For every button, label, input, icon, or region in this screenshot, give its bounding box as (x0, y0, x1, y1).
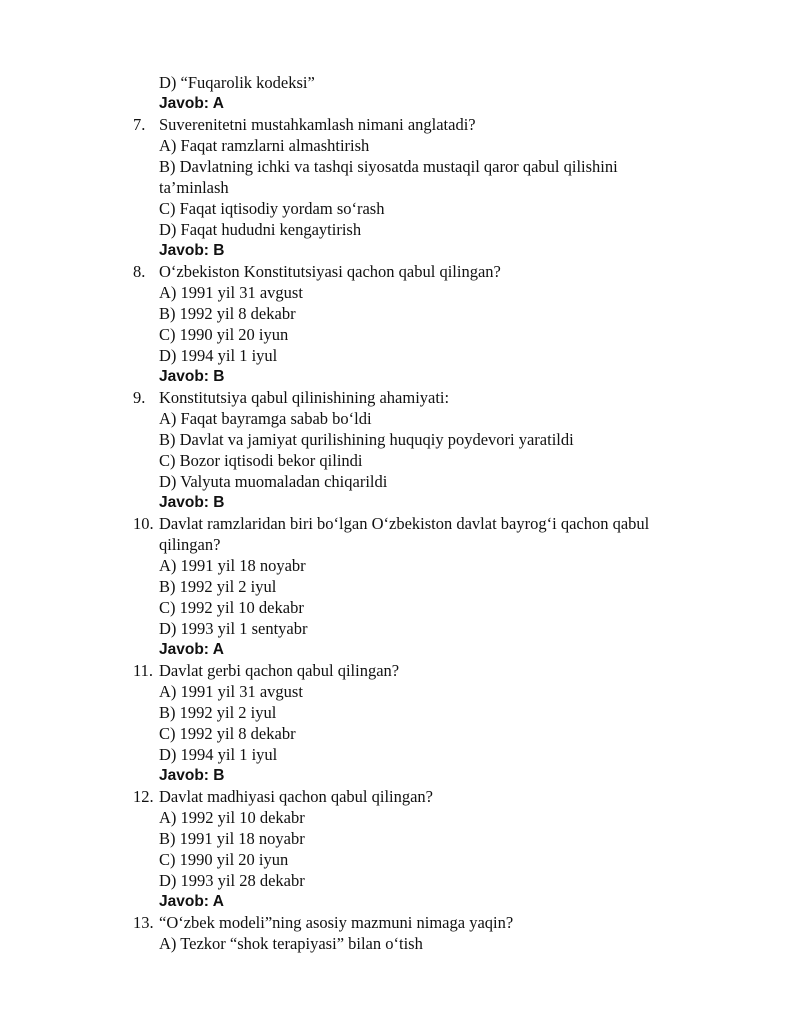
question-block (0, 387, 800, 513)
question-text: 11. Davlat gerbi qachon qabul qilingan? (133, 661, 400, 680)
answer-option: D) 1994 yil 1 iyul (159, 745, 278, 764)
question-number: 12. (133, 787, 154, 806)
answer-option: B) 1992 yil 2 iyul (159, 703, 277, 722)
answer-option: A) Faqat bayramga sabab bo‘ldi (159, 409, 372, 428)
answer-option: A) Tezkor “shok terapiyasi” bilan o‘tish (159, 934, 423, 953)
answer-option: D) Valyuta muomaladan chiqarildi (159, 472, 388, 491)
answer-option: C) Bozor iqtisodi bekor qilindi (159, 451, 363, 470)
answer-option: D) 1993 yil 1 sentyabr (159, 619, 308, 638)
question-block (0, 114, 800, 261)
question-text: 10. Davlat ramzlaridan biri bo‘lgan O‘zbekiston davlat bayrog‘i qachon qabul (133, 514, 650, 533)
question-fragment (0, 72, 800, 114)
question-text: 9. Konstitutsiya qabul qilinishining ahamiyati: (133, 388, 450, 407)
answer-key: Javob: A (159, 893, 224, 910)
question-block (0, 513, 800, 660)
answer-option: A) 1991 yil 31 avgust (159, 682, 303, 701)
question-text: 7. Suverenitetni mustahkamlash nimani anglatadi? (133, 115, 476, 134)
answer-option: A) 1991 yil 18 noyabr (159, 556, 306, 575)
answer-key: Javob: B (159, 767, 225, 784)
answer-key: Javob: B (159, 494, 225, 511)
answer-option-continued: ta’minlash (159, 178, 229, 197)
answer-key: Javob: A (159, 641, 224, 658)
answer-option: D) “Fuqarolik kodeksi” (159, 73, 315, 92)
answer-option: A) 1991 yil 31 avgust (159, 283, 303, 302)
answer-option: C) 1992 yil 10 dekabr (159, 598, 304, 617)
question-text: 13. “O‘zbek modeli”ning asosiy mazmuni nimaga yaqin? (133, 913, 514, 932)
question-block (0, 261, 800, 387)
answer-option: A) Faqat ramzlarni almashtirish (159, 136, 370, 155)
question-block (0, 660, 800, 786)
question-block (0, 786, 800, 912)
answer-option: D) 1993 yil 28 dekabr (159, 871, 305, 890)
question-number: 13. (133, 913, 154, 932)
answer-option: D) Faqat hududni kengaytirish (159, 220, 362, 239)
answer-option: B) Davlatning ichki va tashqi siyosatda mustaqil qaror qabul qilishini (159, 157, 618, 176)
answer-option: B) Davlat va jamiyat qurilishining huquqiy poydevori yaratildi (159, 430, 574, 449)
answer-option: A) 1992 yil 10 dekabr (159, 808, 305, 827)
answer-option: D) 1994 yil 1 iyul (159, 346, 278, 365)
question-text: 12. Davlat madhiyasi qachon qabul qilingan? (133, 787, 434, 806)
question-number: 10. (133, 514, 154, 533)
answer-option: C) 1990 yil 20 iyun (159, 325, 289, 344)
question-number: 8. (133, 262, 146, 281)
answer-key: Javob: B (159, 368, 225, 385)
question-number: 11. (133, 661, 154, 680)
question-number: 7. (133, 115, 146, 134)
answer-option: B) 1991 yil 18 noyabr (159, 829, 305, 848)
answer-key: Javob: A (159, 95, 224, 112)
answer-option: C) 1992 yil 8 dekabr (159, 724, 296, 743)
document-page (0, 72, 800, 954)
answer-option: B) 1992 yil 8 dekabr (159, 304, 296, 323)
question-number: 9. (133, 388, 146, 407)
answer-option: C) Faqat iqtisodiy yordam so‘rash (159, 199, 385, 218)
answer-key: Javob: B (159, 242, 225, 259)
answer-option: C) 1990 yil 20 iyun (159, 850, 289, 869)
answer-option: B) 1992 yil 2 iyul (159, 577, 277, 596)
question-block (0, 912, 800, 954)
question-text: 8. O‘zbekiston Konstitutsiyasi qachon qabul qilingan? (133, 262, 501, 281)
question-text-continued: qilingan? (159, 535, 221, 554)
